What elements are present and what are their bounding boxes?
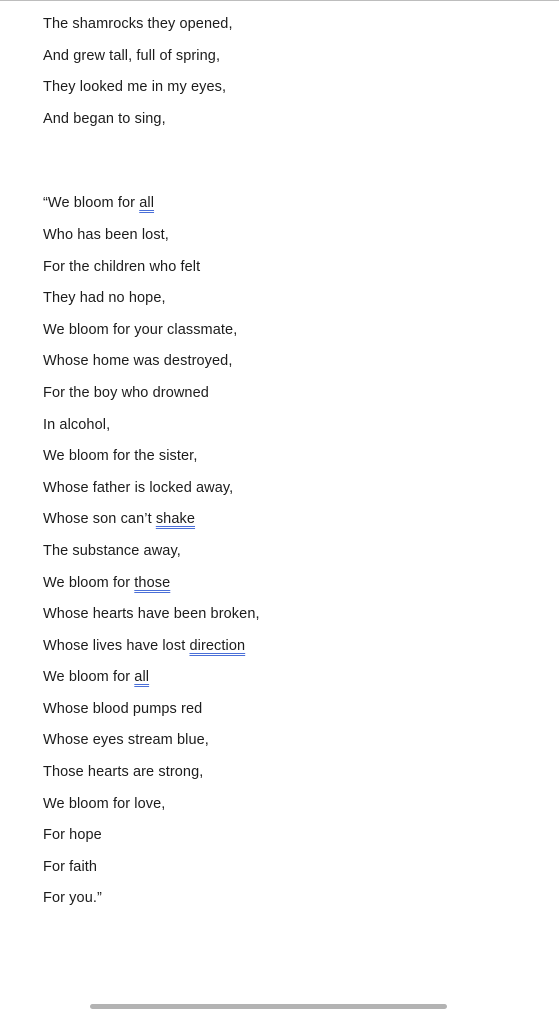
- poem-line: Whose home was destroyed,: [43, 353, 233, 370]
- line-text: Whose son can’t: [43, 511, 156, 528]
- poem-line: For the children who felt: [43, 258, 201, 275]
- spellcheck-flagged-word[interactable]: direction: [189, 637, 246, 654]
- line-text: We bloom for: [43, 574, 135, 591]
- document-body[interactable]: [43, 14, 543, 920]
- poem-line: [43, 573, 543, 605]
- poem-line: And grew tall, full of spring,: [43, 47, 221, 64]
- stanza-1: [43, 14, 543, 140]
- spellcheck-flagged-word[interactable]: all: [139, 195, 155, 212]
- stanza-break: [43, 140, 543, 173]
- poem-line: Whose hearts have been broken,: [43, 606, 260, 623]
- stanza-2: [43, 193, 543, 920]
- poem-line: We bloom for the sister,: [43, 448, 198, 465]
- poem-line: Those hearts are strong,: [43, 764, 204, 781]
- spellcheck-flagged-word[interactable]: those: [134, 574, 171, 591]
- poem-line: Whose blood pumps red: [43, 700, 203, 717]
- spellcheck-flagged-word[interactable]: all: [134, 669, 150, 686]
- poem-line: Whose eyes stream blue,: [43, 732, 209, 749]
- poem-line: They had no hope,: [43, 290, 166, 307]
- line-text: We bloom for: [43, 669, 135, 686]
- poem-line: And began to sing,: [43, 110, 166, 127]
- poem-line: [43, 636, 543, 668]
- poem-line: For you.”: [43, 890, 102, 907]
- poem-line: The substance away,: [43, 542, 181, 559]
- home-indicator-bar[interactable]: [90, 1004, 447, 1009]
- poem-line: For faith: [43, 858, 98, 875]
- line-text: Whose lives have lost: [43, 637, 190, 654]
- spellcheck-flagged-word[interactable]: shake: [155, 511, 196, 528]
- poem-line: We bloom for your classmate,: [43, 321, 238, 338]
- poem-line: [43, 509, 543, 541]
- poem-line: The shamrocks they opened,: [43, 16, 233, 32]
- top-divider: [0, 0, 559, 1]
- poem-line: They looked me in my eyes,: [43, 79, 227, 96]
- poem-line: For hope: [43, 827, 102, 844]
- poem-line: For the boy who drowned: [43, 384, 209, 401]
- poem-line: [43, 193, 543, 225]
- poem-line: Who has been lost,: [43, 226, 169, 243]
- poem-line: [43, 667, 543, 699]
- line-text: “We bloom for: [43, 195, 140, 212]
- poem-line: Whose father is locked away,: [43, 479, 234, 496]
- poem-line: We bloom for love,: [43, 795, 166, 812]
- poem-line: In alcohol,: [43, 416, 111, 433]
- stanza-break: [43, 173, 543, 193]
